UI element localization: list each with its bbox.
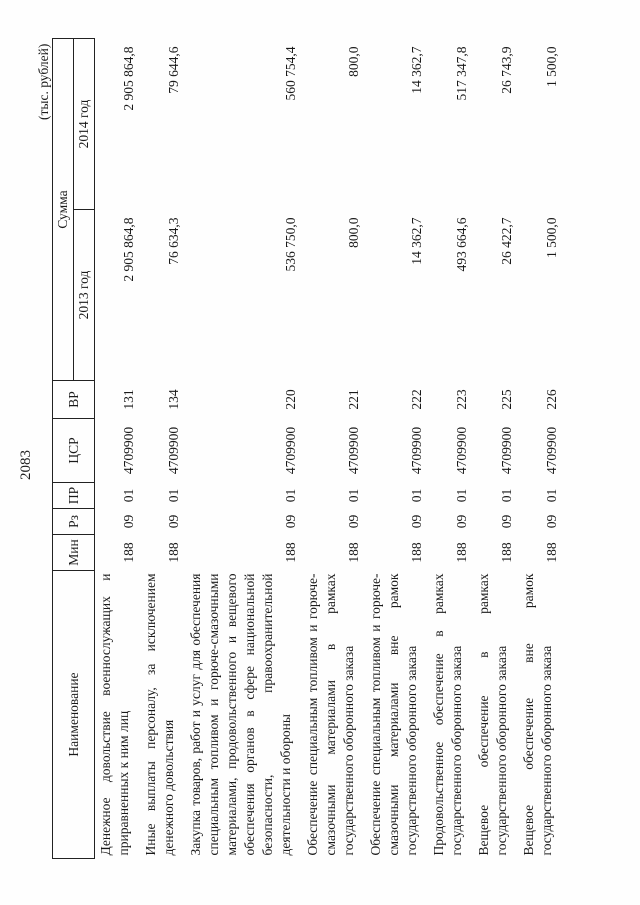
row-pr: 01 xyxy=(499,488,514,503)
row-min: 188 xyxy=(121,542,136,563)
header-year-2014: 2014 год xyxy=(74,38,95,209)
row-sum-2014: 1 500,0 xyxy=(544,46,559,87)
row-rz: 09 xyxy=(166,514,181,529)
row-csr: 4709900 xyxy=(454,426,469,475)
row-min: 188 xyxy=(544,542,559,563)
row-sum-2013: 2 905 864,8 xyxy=(121,217,136,282)
row-pr: 01 xyxy=(454,488,469,503)
row-rz: 09 xyxy=(409,514,424,529)
row-sum-2014: 517 347,8 xyxy=(454,46,469,101)
row-vr: 131 xyxy=(121,389,136,410)
row-min: 188 xyxy=(346,542,361,563)
row-sum-2013: 493 664,6 xyxy=(454,217,469,272)
row-sum-2013: 800,0 xyxy=(346,217,361,248)
row-sum-2013: 26 422,7 xyxy=(499,217,514,265)
row-rz: 09 xyxy=(499,514,514,529)
table-row xyxy=(185,38,302,858)
row-csr: 4709900 xyxy=(544,426,559,475)
row-rz: 09 xyxy=(544,514,559,529)
row-csr: 4709900 xyxy=(166,426,181,475)
table-row xyxy=(473,38,518,858)
row-vr: 221 xyxy=(346,389,361,410)
row-min: 188 xyxy=(409,542,424,563)
header-sum: Сумма xyxy=(53,38,74,380)
row-vr: 220 xyxy=(283,389,298,410)
row-pr: 01 xyxy=(409,488,424,503)
table-row xyxy=(140,38,185,858)
row-csr: 4709900 xyxy=(499,426,514,475)
row-vr: 226 xyxy=(544,389,559,410)
row-name: Продовольственное обеспечение в рамках государственного оборонного заказа xyxy=(431,573,464,856)
row-rz: 09 xyxy=(121,514,136,529)
row-rz: 09 xyxy=(283,514,298,529)
row-pr: 01 xyxy=(544,488,559,503)
row-name: Иные выплаты персоналу, за исключением денежного довольствия xyxy=(143,573,176,856)
row-vr: 134 xyxy=(166,389,181,410)
budget-table xyxy=(52,38,563,859)
row-min: 188 xyxy=(454,542,469,563)
header-csr: ЦСР xyxy=(53,419,95,483)
header-name: Наименование xyxy=(53,571,95,859)
header-pr: ПР xyxy=(53,483,95,509)
row-sum-2014: 800,0 xyxy=(346,46,361,77)
row-name: Денежное довольствие военнослужащих и приравненных к ним лиц xyxy=(98,573,131,856)
row-pr: 01 xyxy=(121,488,136,503)
row-sum-2013: 76 634,3 xyxy=(166,217,181,265)
row-vr: 222 xyxy=(409,389,424,410)
table-row xyxy=(302,38,365,858)
row-sum-2013: 536 750,0 xyxy=(283,217,298,272)
row-sum-2014: 79 644,6 xyxy=(166,46,181,94)
table-row xyxy=(428,38,473,858)
row-csr: 4709900 xyxy=(283,426,298,475)
row-csr: 4709900 xyxy=(121,426,136,475)
row-min: 188 xyxy=(499,542,514,563)
row-csr: 4709900 xyxy=(409,426,424,475)
row-rz: 09 xyxy=(454,514,469,529)
row-sum-2014: 14 362,7 xyxy=(409,46,424,94)
row-pr: 01 xyxy=(346,488,361,503)
header-min: Мин xyxy=(53,535,95,571)
row-vr: 223 xyxy=(454,389,469,410)
row-rz: 09 xyxy=(346,514,361,529)
row-name: Закупка товаров, работ и услуг для обеспечения специальным топливом и горюче-смазочными материалами, продовольственного и вещевого обеспечения органов в сфере национальной безопасности, правоохранительной деятельности и обороны xyxy=(188,573,293,856)
row-sum-2014: 26 743,9 xyxy=(499,46,514,94)
row-pr: 01 xyxy=(166,488,181,503)
table-body xyxy=(95,38,564,858)
row-name: Обеспечение специальным топливом и горюче-смазочными материалами в рамках государственного оборонного заказа xyxy=(305,573,356,856)
units-note: (тыс. рублей) xyxy=(36,43,51,120)
row-name: Вещевое обеспечение в рамках государственного оборонного заказа xyxy=(476,573,509,856)
row-min: 188 xyxy=(283,542,298,563)
row-pr: 01 xyxy=(283,488,298,503)
row-name: Вещевое обеспечение вне рамок государственного оборонного заказа xyxy=(521,573,554,856)
table-row xyxy=(365,38,428,858)
header-row xyxy=(53,38,74,858)
row-sum-2013: 14 362,7 xyxy=(409,217,424,265)
header-rz: Рз xyxy=(53,509,95,535)
row-vr: 225 xyxy=(499,389,514,410)
header-vr: ВР xyxy=(53,381,95,419)
row-csr: 4709900 xyxy=(346,426,361,475)
row-name: Обеспечение специальным топливом и горюче-смазочными материалами вне рамок государственного оборонного заказа xyxy=(368,573,419,856)
page-number: 2083 xyxy=(18,450,34,480)
row-sum-2014: 2 905 864,8 xyxy=(121,46,136,111)
table-row xyxy=(95,38,141,858)
row-sum-2013: 1 500,0 xyxy=(544,217,559,258)
row-min: 188 xyxy=(166,542,181,563)
header-year-2013: 2013 год xyxy=(74,210,95,381)
table-row xyxy=(518,38,563,858)
row-sum-2014: 560 754,4 xyxy=(283,46,298,101)
